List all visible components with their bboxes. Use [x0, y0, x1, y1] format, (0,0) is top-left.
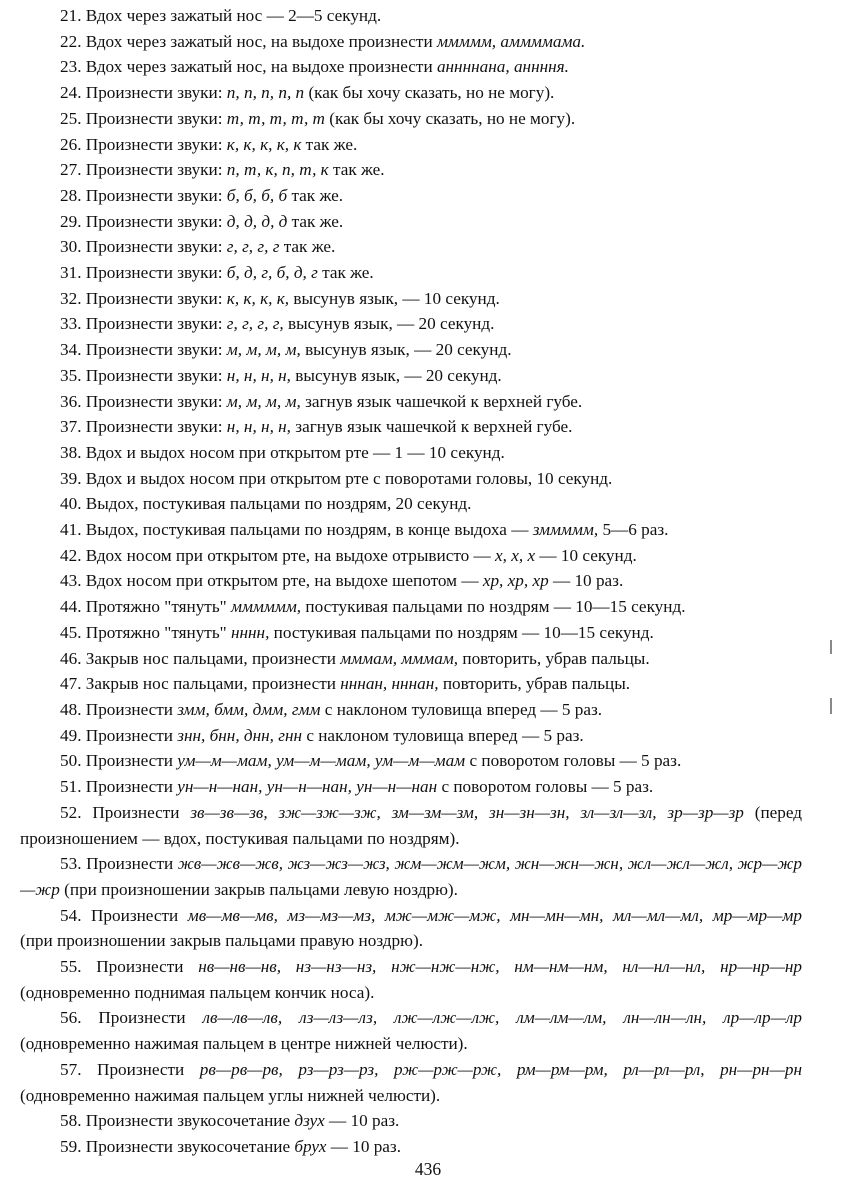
exercise-text: Произнести звуки:: [85, 417, 227, 437]
exercise-item: [20, 132, 802, 158]
exercise-text: (при произношении закрыв пальцами правую ноздрю).: [20, 931, 423, 951]
exercise-number: 32.: [60, 288, 82, 308]
exercise-sound-sequence: м, м, м, м,: [226, 340, 301, 360]
exercise-sound-sequence: дзух: [294, 1111, 325, 1131]
exercise-text: Вдох через зажатый нос, на выдохе произнести: [85, 31, 437, 51]
exercise-sound-sequence: зммммм,: [532, 520, 599, 540]
exercise-sound-sequence: к, к, к, к,: [226, 288, 290, 308]
exercise-number: 46.: [60, 648, 82, 668]
exercise-sound-sequence: зв—зв—зв, зж—зж—зж, зм—зм—зм, зн—зн—зн, зл—зл—зл, зр—зр—зр: [190, 802, 744, 822]
exercise-text: Произнести звуки:: [85, 288, 227, 308]
exercise-item: [20, 337, 802, 363]
exercise-text: с наклоном туловища вперед — 5 раз.: [302, 725, 584, 745]
exercise-text: Произнести звукосочетание: [85, 1111, 295, 1131]
exercise-number: 41.: [60, 520, 82, 540]
exercise-text: постукивая пальцами по ноздрям — 10—15 секунд.: [301, 597, 686, 617]
exercise-item: [20, 440, 802, 466]
exercise-sound-sequence: ммммм, аммммама.: [436, 31, 586, 51]
exercise-number: 57.: [60, 1059, 82, 1079]
exercise-item: [20, 568, 802, 594]
exercise-item: [20, 414, 802, 440]
exercise-text: высунув язык, — 20 секунд.: [300, 340, 512, 360]
exercise-item: [20, 903, 802, 954]
exercise-text: так же.: [328, 160, 385, 180]
exercise-sound-sequence: нв—нв—нв, нз—нз—нз, нж—нж—нж, нм—нм—нм, нл—нл—нл, нр—нр—нр: [198, 957, 803, 977]
exercise-text: высунув язык, — 20 секунд.: [290, 365, 502, 385]
exercise-text: 5—6 раз.: [598, 520, 669, 540]
exercise-sound-sequence: нннн,: [230, 622, 270, 642]
exercise-text: — 10 раз.: [548, 571, 624, 591]
exercise-sound-sequence: н, н, н, н,: [226, 417, 291, 437]
exercise-sound-sequence: лв—лв—лв, лз—лз—лз, лж—лж—лж, лм—лм—лм, лн—лн—лн, лр—лр—лр: [202, 1008, 803, 1028]
exercise-text: Произнести звуки:: [85, 340, 227, 360]
exercise-sound-sequence: б, б, б, б: [226, 185, 288, 205]
exercise-item: [20, 723, 802, 749]
exercise-text: Произнести: [98, 1008, 203, 1028]
exercise-item: [20, 389, 802, 415]
exercise-text: Произнести звуки:: [85, 108, 227, 128]
exercise-item: [20, 800, 802, 851]
exercise-item: [20, 80, 802, 106]
exercise-sound-sequence: п, п, п, п, п: [226, 83, 305, 103]
exercise-sound-sequence: змм, бмм, дмм, гмм: [177, 699, 321, 719]
exercise-text: повторить, убрав пальцы.: [458, 648, 650, 668]
exercise-item: [20, 106, 802, 132]
exercise-text: Произнести звуки:: [85, 185, 227, 205]
exercise-text: Закрыв нос пальцами, произнести: [85, 674, 341, 694]
exercise-number: 51.: [60, 777, 82, 797]
exercise-sound-sequence: брух: [294, 1136, 327, 1156]
exercise-number: 52.: [60, 802, 82, 822]
exercise-number: 40.: [60, 494, 82, 514]
exercise-text: (одновременно поднимая пальцем кончик носа).: [20, 982, 375, 1002]
exercise-text: Вдох через зажатый нос, на выдохе произнести: [85, 57, 437, 77]
exercise-sound-sequence: г, г, г, г,: [226, 314, 284, 334]
exercise-sound-sequence: т, т, т, т, т: [226, 108, 325, 128]
exercise-sound-sequence: аннннана, аннння.: [436, 57, 569, 77]
exercise-number: 50.: [60, 751, 82, 771]
exercise-number: 58.: [60, 1111, 82, 1131]
exercise-text: повторить, убрав пальцы.: [438, 674, 631, 694]
exercise-text: — 10 раз.: [324, 1111, 400, 1131]
exercise-item: [20, 260, 802, 286]
exercise-number: 29.: [60, 211, 82, 231]
exercise-sound-sequence: мммммм,: [230, 597, 302, 617]
exercise-list: [20, 3, 802, 1160]
exercise-number: 24.: [60, 83, 82, 103]
scan-edge-mark: [830, 698, 832, 714]
exercise-text: Вдох через зажатый нос — 2—5 секунд.: [85, 6, 382, 25]
exercise-text: постукивая пальцами по ноздрям — 10—15 секунд.: [269, 622, 654, 642]
exercise-number: 59.: [60, 1136, 82, 1156]
exercise-text: Произнести: [92, 802, 191, 822]
exercise-item: [20, 183, 802, 209]
exercise-number: 21.: [60, 6, 82, 25]
exercise-item: [20, 157, 802, 183]
exercise-text: загнув язык чашечкой к верхней губе.: [300, 391, 583, 411]
exercise-number: 31.: [60, 263, 82, 283]
exercise-number: 27.: [60, 160, 82, 180]
exercise-number: 44.: [60, 597, 82, 617]
exercise-number: 34.: [60, 340, 82, 360]
exercise-item: [20, 311, 802, 337]
exercise-text: (перед произношением — вдох, постукивая пальцами по ноздрям).: [20, 802, 803, 848]
exercise-sound-sequence: к, к, к, к, к: [226, 134, 302, 154]
exercise-sound-sequence: знн, бнн, днн, гнн: [177, 725, 303, 745]
exercise-item: [20, 209, 802, 235]
exercise-item: [20, 286, 802, 312]
exercise-number: 25.: [60, 108, 82, 128]
exercise-item: [20, 363, 802, 389]
exercise-item: [20, 594, 802, 620]
exercise-item: [20, 54, 802, 80]
exercise-text: Закрыв нос пальцами, произнести: [85, 648, 341, 668]
exercise-text: так же.: [317, 263, 374, 283]
exercise-text: Произнести звуки:: [85, 83, 227, 103]
exercise-number: 26.: [60, 134, 82, 154]
exercise-sound-sequence: ун—н—нан, ун—н—нан, ун—н—нан: [177, 777, 438, 797]
exercise-text: Вдох и выдох носом при открытом рте с поворотами головы, 10 секунд.: [85, 468, 613, 488]
exercise-item: [20, 29, 802, 55]
exercise-item: [20, 774, 802, 800]
exercise-text: Произнести звуки:: [85, 314, 227, 334]
exercise-item: [20, 851, 802, 902]
exercise-sound-sequence: х, х, х: [495, 545, 536, 565]
exercise-sound-sequence: рв—рв—рв, рз—рз—рз, рж—рж—рж, рм—рм—рм, рл—рл—рл, рн—рн—рн: [199, 1059, 802, 1079]
exercise-text: Произнести: [91, 905, 188, 925]
exercise-text: Произнести: [85, 699, 178, 719]
exercise-sound-sequence: жв—жв—жв, жз—жз—жз, жм—жм—жм, жн—жн—жн, жл—жл—жл, жр—жр—жр: [20, 854, 802, 899]
exercise-number: 33.: [60, 314, 82, 334]
exercise-number: 49.: [60, 725, 82, 745]
exercise-text: так же.: [287, 211, 344, 231]
exercise-text: (одновременно нажимая пальцем в центре нижней челюсти).: [20, 1034, 468, 1054]
exercise-item: [20, 1134, 802, 1160]
exercise-number: 43.: [60, 571, 82, 591]
exercise-number: 45.: [60, 622, 82, 642]
exercise-text: (как бы хочу сказать, но не могу).: [324, 108, 576, 128]
exercise-number: 47.: [60, 674, 82, 694]
exercise-number: 23.: [60, 57, 82, 77]
exercise-text: Произнести: [85, 777, 178, 797]
exercise-sound-sequence: н, н, н, н,: [226, 365, 291, 385]
exercise-number: 37.: [60, 417, 82, 437]
exercise-text: Произнести: [85, 725, 178, 745]
exercise-text: высунув язык, — 10 секунд.: [289, 288, 500, 308]
exercise-item: [20, 671, 802, 697]
exercise-text: — 10 секунд.: [535, 545, 637, 565]
exercise-text: Выдох, постукивая пальцами по ноздрям, в конце выдоха —: [85, 520, 533, 540]
exercise-item: [20, 466, 802, 492]
exercise-item: [20, 491, 802, 517]
exercise-number: 36.: [60, 391, 82, 411]
page-number: 436: [414, 1159, 442, 1179]
exercise-item: [20, 234, 802, 260]
exercise-text: (при произношении закрыв пальцами левую ноздрю).: [59, 879, 458, 899]
exercise-text: Произнести: [96, 957, 199, 977]
exercise-text: Произнести: [97, 1059, 200, 1079]
exercise-text: с поворотом головы — 5 раз.: [465, 751, 682, 771]
exercise-item: [20, 1005, 802, 1056]
exercise-text: Произнести звуки:: [85, 263, 227, 283]
exercise-text: Произнести звуки:: [85, 237, 227, 257]
exercise-item: [20, 543, 802, 569]
exercise-text: Произнести звуки:: [85, 134, 227, 154]
exercise-number: 55.: [60, 957, 82, 977]
exercise-sound-sequence: п, т, к, п, т, к: [226, 160, 329, 180]
exercise-item: [20, 3, 802, 29]
exercise-text: Протяжно "тянуть": [85, 597, 231, 617]
exercise-text: Произнести: [86, 854, 178, 874]
exercise-sound-sequence: б, д, г, б, д, г: [226, 263, 318, 283]
exercise-text: загнув язык чашечкой к верхней губе.: [290, 417, 573, 437]
exercise-text: Произнести: [85, 751, 178, 771]
exercise-text: с поворотом головы — 5 раз.: [437, 777, 654, 797]
exercise-item: [20, 646, 802, 672]
exercise-sound-sequence: ум—м—мам, ум—м—мам, ум—м—мам: [177, 751, 466, 771]
exercise-sound-sequence: мммам, мммам,: [340, 648, 459, 668]
exercise-sound-sequence: мв—мв—мв, мз—мз—мз, мж—мж—мж, мн—мн—мн, мл—мл—мл, мр—мр—мр: [187, 905, 802, 925]
exercise-text: Вдох носом при открытом рте, на выдохе отрывисто —: [85, 545, 496, 565]
exercise-text: Произнести звуки:: [85, 211, 227, 231]
exercise-text: Произнести звуки:: [85, 391, 227, 411]
exercise-text: (как бы хочу сказать, но не могу).: [304, 83, 555, 103]
exercise-item: [20, 748, 802, 774]
exercise-text: Вдох и выдох носом при открытом рте — 1 — 10 секунд.: [85, 442, 505, 462]
exercise-sound-sequence: г, г, г, г: [226, 237, 280, 257]
exercise-text: Протяжно "тянуть": [85, 622, 231, 642]
exercise-item: [20, 954, 802, 1005]
exercise-number: 56.: [60, 1008, 82, 1028]
exercise-text: с наклоном туловища вперед — 5 раз.: [320, 699, 603, 719]
exercise-sound-sequence: м, м, м, м,: [226, 391, 301, 411]
exercise-text: так же.: [279, 237, 336, 257]
exercise-number: 22.: [60, 31, 82, 51]
exercise-number: 42.: [60, 545, 82, 565]
exercise-sound-sequence: д, д, д, д: [226, 211, 288, 231]
exercise-number: 53.: [60, 854, 82, 874]
exercise-number: 35.: [60, 365, 82, 385]
exercise-text: Вдох носом при открытом рте, на выдохе шепотом —: [85, 571, 483, 591]
exercise-text: Произнести звуки:: [85, 160, 227, 180]
exercise-text: (одновременно нажимая пальцем углы нижней челюсти).: [20, 1085, 441, 1105]
exercise-item: [20, 620, 802, 646]
exercise-number: 28.: [60, 185, 82, 205]
exercise-number: 54.: [60, 905, 82, 925]
exercise-sound-sequence: хр, хр, хр: [482, 571, 549, 591]
exercise-item: [20, 697, 802, 723]
exercise-text: Произнести звуки:: [85, 365, 227, 385]
exercise-text: высунув язык, — 20 секунд.: [283, 314, 495, 334]
exercise-text: так же.: [287, 185, 344, 205]
exercise-item: [20, 1108, 802, 1134]
exercise-item: [20, 517, 802, 543]
exercise-item: [20, 1057, 802, 1108]
exercise-text: Произнести звукосочетание: [85, 1136, 295, 1156]
exercise-text: — 10 раз.: [326, 1136, 402, 1156]
scan-edge-mark: [830, 640, 832, 654]
exercise-sound-sequence: нннан, нннан,: [340, 674, 439, 694]
exercise-text: так же.: [301, 134, 358, 154]
exercise-number: 30.: [60, 237, 82, 257]
exercise-number: 48.: [60, 699, 82, 719]
exercise-number: 39.: [60, 468, 82, 488]
exercise-number: 38.: [60, 442, 82, 462]
exercise-text: Выдох, постукивая пальцами по ноздрям, 20 секунд.: [85, 494, 472, 514]
